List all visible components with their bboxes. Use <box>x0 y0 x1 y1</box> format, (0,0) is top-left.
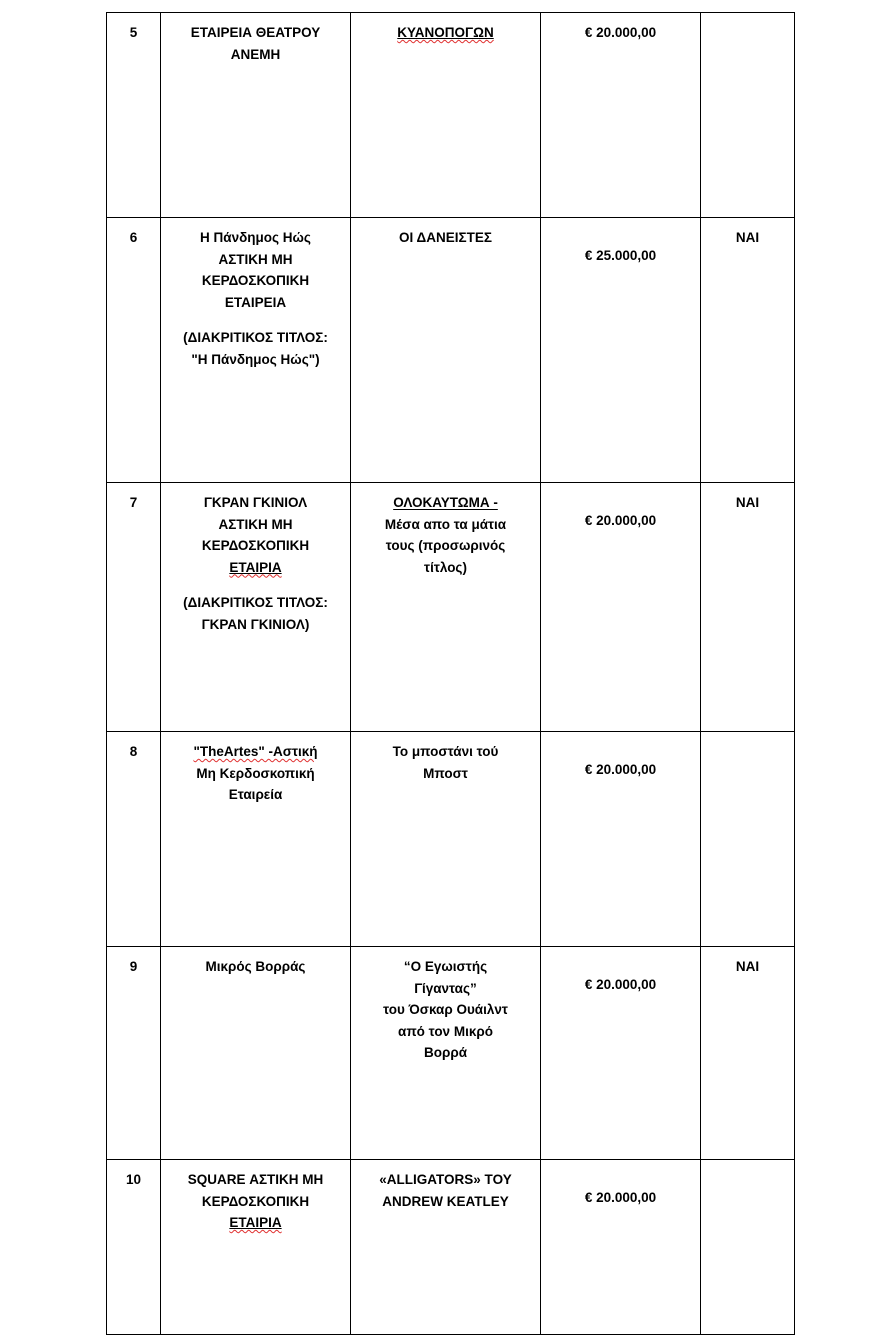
approved-cell <box>701 13 795 218</box>
approved-cell <box>701 732 795 947</box>
project-title-line: «ALLIGATORS» ΤΟΥ <box>379 1172 512 1187</box>
row-number: 9 <box>129 959 138 974</box>
organization-line: ΕΤΑΙΡΕΙΑ <box>224 294 287 310</box>
project-title-line: “Ο Εγωιστής <box>403 959 488 974</box>
organization-line <box>167 742 344 762</box>
organization-line: ΑΝΕΜΗ <box>230 46 281 62</box>
organization-cell <box>161 732 351 947</box>
table-row <box>107 483 795 732</box>
organization-line: Μη Κερδοσκοπική <box>196 765 315 781</box>
spellcheck-text: "TheArtes" -Αστική <box>193 744 318 759</box>
title-cell <box>351 218 541 483</box>
project-title-line: Γίγαντας” <box>414 980 477 996</box>
row-number-cell <box>107 13 161 218</box>
amount-cell <box>541 483 701 732</box>
project-title-line <box>357 493 534 513</box>
organization-line: ΑΣΤΙΚΗ ΜΗ <box>218 516 293 532</box>
project-title-line: τίτλος) <box>424 559 467 575</box>
project-title-line: ΟΙ ΔΑΝΕΙΣΤΕΣ <box>399 230 492 245</box>
organization-cell <box>161 13 351 218</box>
project-title-line: του Όσκαρ Ουάιλντ <box>383 1002 508 1018</box>
project-title-line: Μποστ <box>423 765 468 781</box>
approved-value: ΝΑΙ <box>735 230 760 245</box>
spellcheck-text: ΚΥΑΝΟΠΟΓΩΝ <box>397 25 494 40</box>
row-number: 7 <box>129 495 138 510</box>
organization-line: ΚΕΡΔΟΣΚΟΠΙΚΗ <box>201 1193 310 1209</box>
table-row <box>107 13 795 218</box>
table-row <box>107 218 795 483</box>
organization-line: Μικρός Βορράς <box>205 959 306 974</box>
amount-cell <box>541 218 701 483</box>
project-title-line: Μέσα απο τα μάτια <box>384 516 507 532</box>
approved-cell <box>701 483 795 732</box>
amount-cell <box>541 732 701 947</box>
title-cell <box>351 947 541 1160</box>
approved-value: ΝΑΙ <box>735 495 760 510</box>
amount-value: € 20.000,00 <box>584 977 657 992</box>
approved-value: ΝΑΙ <box>735 959 760 974</box>
organization-line: SQUARE ΑΣΤΙΚΗ ΜΗ <box>187 1172 324 1187</box>
title-cell <box>351 13 541 218</box>
organization-note-line: (ΔΙΑΚΡΙΤΙΚΟΣ ΤΙΤΛΟΣ: <box>183 595 328 611</box>
organization-line: ΓΚΡΑΝ ΓΚΙΝΙΟΛ <box>203 495 308 510</box>
amount-value: € 20.000,00 <box>584 762 657 777</box>
amount-value: € 20.000,00 <box>584 25 657 40</box>
row-number: 6 <box>129 230 138 245</box>
blank-line <box>167 312 344 328</box>
title-cell <box>351 483 541 732</box>
approved-cell <box>701 218 795 483</box>
row-number-cell <box>107 947 161 1160</box>
row-number: 5 <box>129 25 138 40</box>
organization-cell <box>161 483 351 732</box>
spellcheck-text: ΟΛΟΚΑΥΤΩΜΑ - <box>393 495 498 510</box>
amount-value: € 20.000,00 <box>584 513 657 528</box>
table-row <box>107 1160 795 1335</box>
grants-table <box>106 12 795 1335</box>
row-number-cell <box>107 483 161 732</box>
amount-value: € 20.000,00 <box>584 1190 657 1205</box>
title-cell <box>351 1160 541 1335</box>
amount-cell <box>541 1160 701 1335</box>
project-title-line <box>357 23 534 43</box>
table-row <box>107 732 795 947</box>
amount-cell <box>541 947 701 1160</box>
title-cell <box>351 732 541 947</box>
row-number-cell <box>107 732 161 947</box>
approved-cell <box>701 1160 795 1335</box>
organization-line: ΚΕΡΔΟΣΚΟΠΙΚΗ <box>201 538 310 554</box>
organization-cell <box>161 218 351 483</box>
project-title-line: από τον Μικρό <box>398 1023 493 1039</box>
row-number-cell <box>107 1160 161 1335</box>
row-number: 10 <box>125 1172 142 1187</box>
spellcheck-text: ΕΤΑΙΡΙΑ <box>229 1215 282 1231</box>
organization-line: ΑΣΤΙΚΗ ΜΗ <box>218 251 293 267</box>
row-number: 8 <box>129 744 138 759</box>
spellcheck-text: ΕΤΑΙΡΙΑ <box>229 559 282 575</box>
table-row <box>107 947 795 1160</box>
organization-line: ΕΤΑΙΡΕΙΑ ΘΕΑΤΡΟΥ <box>190 25 321 40</box>
organization-line: Η Πάνδημος Ηώς <box>200 230 311 245</box>
organization-line: Εταιρεία <box>228 787 283 803</box>
blank-line <box>167 577 344 593</box>
organization-note-line: ΓΚΡΑΝ ΓΚΙΝΙΟΛ) <box>201 616 310 632</box>
organization-note-line: "Η Πάνδημος Ηώς") <box>191 351 320 367</box>
organization-line <box>167 1213 344 1233</box>
organization-cell <box>161 947 351 1160</box>
organization-note-line: (ΔΙΑΚΡΙΤΙΚΟΣ ΤΙΤΛΟΣ: <box>183 330 328 346</box>
amount-cell <box>541 13 701 218</box>
row-number-cell <box>107 218 161 483</box>
organization-line: ΚΕΡΔΟΣΚΟΠΙΚΗ <box>201 273 310 289</box>
project-title-line: Βορρά <box>424 1045 467 1061</box>
approved-cell <box>701 947 795 1160</box>
amount-value: € 25.000,00 <box>584 248 657 263</box>
project-title-line: ANDREW KEATLEY <box>382 1193 509 1209</box>
organization-cell <box>161 1160 351 1335</box>
project-title-line: Το μποστάνι τού <box>392 744 499 759</box>
project-title-line: τους (προσωρινός <box>385 538 506 554</box>
organization-line <box>167 558 344 578</box>
